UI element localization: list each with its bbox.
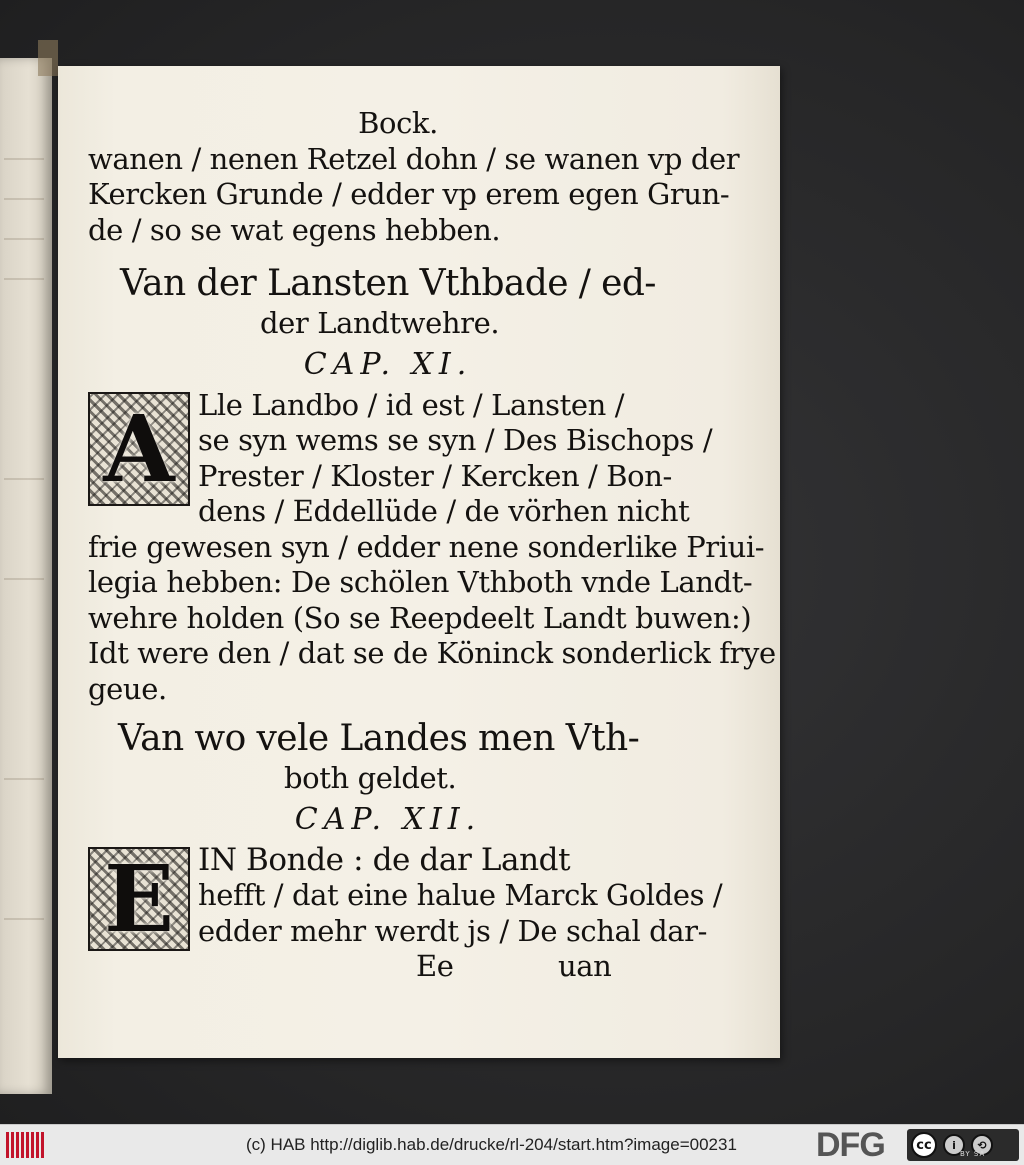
text-line: geue. (88, 671, 167, 706)
section-heading-continued: both geldet. (284, 761, 457, 795)
catchword: uan (558, 949, 612, 983)
text-line: wanen / nenen Retzel dohn / se wanen vp der (88, 141, 740, 176)
book-page (58, 66, 780, 1058)
by-icon: i (943, 1134, 965, 1156)
copyright-url[interactable]: (c) HAB http://diglib.hab.de/drucke/rl-204/start.htm?image=00231 (246, 1135, 737, 1154)
running-head: Bock. (358, 106, 438, 140)
text-line: IN Bonde : de dar Landt (198, 841, 571, 878)
viewer-footer (0, 1124, 1024, 1165)
decorated-initial: A (88, 392, 190, 506)
text-line: Idt were den / dat se de Köninck sonderlick frye (88, 636, 776, 670)
dfg-logo[interactable]: DFG (816, 1126, 885, 1164)
text-line: legia hebben: De schölen Vthboth vnde Landt- (88, 565, 753, 599)
text-line: edder mehr werdt js / De schal dar- (198, 913, 708, 948)
cc-icon: cc (911, 1132, 937, 1158)
section-heading: Van wo vele Landes men Vth- (118, 718, 640, 759)
text-line: Prester / Kloster / Kercken / Bon- (198, 458, 672, 493)
bookmark-tab (38, 40, 58, 76)
sa-icon: ⟲ (971, 1134, 993, 1156)
page-text (88, 106, 776, 985)
section-heading: Van der Lansten Vthbade / ed- (120, 263, 656, 304)
paragraph-with-initial (88, 841, 723, 953)
text-line: Kercken Grunde / edder vp erem egen Grun- (88, 177, 730, 211)
text-line: dens / Eddellüde / de vörhen nicht (198, 494, 690, 528)
text-line: wehre holden (So se Reepdeelt Landt buwen:) (88, 600, 752, 635)
text-line: Lle Landbo / id est / Lansten / (198, 387, 625, 422)
text-line: de / so se wat egens hebben. (88, 212, 501, 247)
chapter-number: CAP. XI. (303, 346, 473, 382)
cc-license-labels: BY SA (960, 1150, 986, 1158)
chapter-number: CAP. XII. (294, 801, 482, 837)
text-line: hefft / dat eine halue Marck Goldes / (198, 878, 723, 912)
signature-mark: Ee (416, 949, 454, 983)
text-line: se syn wems se syn / Des Bischops / (198, 423, 713, 457)
section-heading-continued: der Landtwehre. (260, 306, 500, 340)
text-line: frie gewesen syn / edder nene sonderlike Priui- (88, 529, 765, 564)
facing-page-edge (0, 58, 52, 1094)
paragraph-with-initial (88, 387, 713, 530)
decorated-initial: E (88, 847, 190, 951)
hab-logo-icon[interactable] (6, 1132, 46, 1158)
page-footer-line (88, 949, 668, 985)
